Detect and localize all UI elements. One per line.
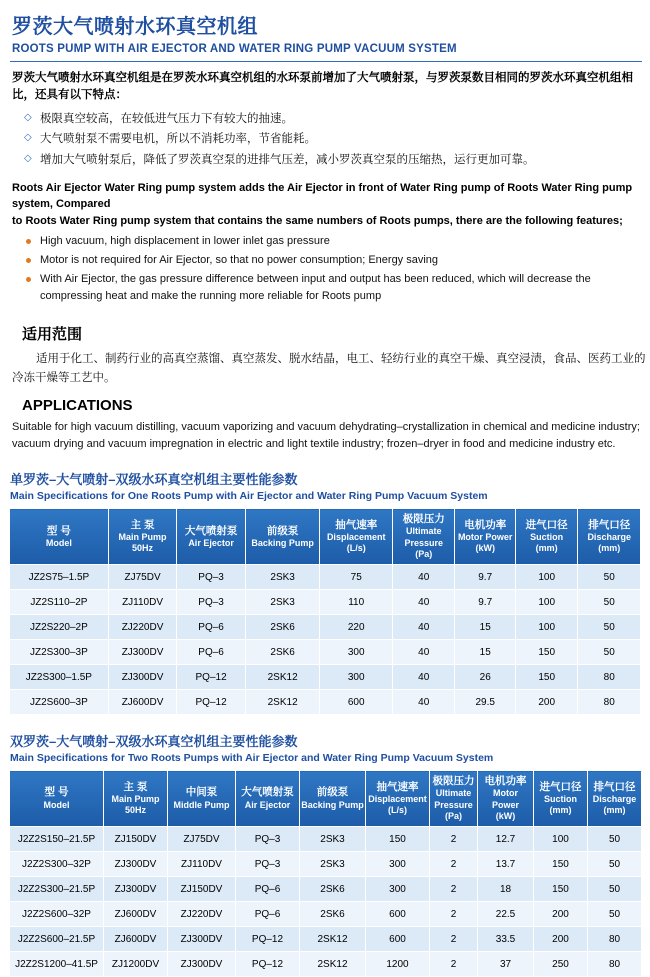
list-item: High vacuum, high displacement in lower inlet gas pressure bbox=[40, 233, 650, 252]
cell: 80 bbox=[578, 690, 641, 715]
cell: 33.5 bbox=[478, 927, 534, 952]
cell: J2Z2S600–32P bbox=[10, 902, 104, 927]
column-header-en: Ultimate Pressure bbox=[434, 788, 473, 810]
cell: J2Z2S300–21.5P bbox=[10, 877, 104, 902]
cell: 110 bbox=[320, 590, 393, 615]
cell: JZ2S75–1.5P bbox=[10, 565, 109, 590]
column-header-zh: 型 号 bbox=[46, 524, 71, 537]
cell: 80 bbox=[578, 665, 641, 690]
column-header-en: Discharge bbox=[592, 793, 637, 804]
cell: 150 bbox=[534, 877, 588, 902]
cell: 50 bbox=[578, 590, 641, 615]
column-header-unit: (mm) bbox=[535, 543, 558, 554]
cell: J2Z2S600–21.5P bbox=[10, 927, 104, 952]
cell: 40 bbox=[392, 665, 454, 690]
cell: 15 bbox=[455, 615, 515, 640]
table-row bbox=[10, 927, 642, 952]
column-header-zh: 极限压力 bbox=[402, 513, 445, 526]
column-header bbox=[300, 771, 366, 827]
cell: 26 bbox=[455, 665, 515, 690]
cell: 2SK6 bbox=[245, 615, 320, 640]
cell: 50 bbox=[588, 852, 642, 877]
cell: 40 bbox=[392, 615, 454, 640]
cell: ZJ220DV bbox=[168, 902, 236, 927]
cell: 12.7 bbox=[478, 827, 534, 852]
intro-section bbox=[0, 62, 650, 170]
cell: 100 bbox=[515, 565, 577, 590]
cell: 50 bbox=[578, 565, 641, 590]
cell: 2 bbox=[430, 902, 478, 927]
table-header-row bbox=[10, 771, 642, 827]
column-header-zh: 抽气速率 bbox=[335, 518, 378, 531]
column-header-zh: 型 号 bbox=[44, 786, 69, 799]
applications-body-zh: 适用于化工、制药行业的高真空蒸馏、真空蒸发、脱水结晶，电工、轻纺行业的真空干燥、真空浸渍，食品、医药工业的冷冻干燥等工艺中。 bbox=[12, 353, 646, 384]
column-header bbox=[534, 771, 588, 827]
cell: 1200 bbox=[366, 952, 430, 977]
cell: 9.7 bbox=[455, 565, 515, 590]
column-header-unit: (mm) bbox=[549, 805, 572, 816]
table-row bbox=[10, 877, 642, 902]
table-row bbox=[10, 902, 642, 927]
column-header bbox=[366, 771, 430, 827]
table-row bbox=[10, 565, 641, 590]
cell: PQ–12 bbox=[236, 927, 300, 952]
intro-lead-en-line2: to Roots Water Ring pump system that contains the same numbers of Roots pumps, there are the following features; bbox=[12, 214, 623, 227]
column-header-unit: (Pa) bbox=[444, 810, 462, 821]
column-header bbox=[104, 771, 168, 827]
cell: 2SK3 bbox=[245, 565, 320, 590]
column-header-unit: 50Hz bbox=[132, 543, 154, 554]
cell: 2SK12 bbox=[300, 952, 366, 977]
cell: 40 bbox=[392, 690, 454, 715]
cell: ZJ110DV bbox=[168, 852, 236, 877]
column-header-unit: (L/s) bbox=[346, 543, 366, 554]
cell: 200 bbox=[534, 927, 588, 952]
column-header-zh: 进气口径 bbox=[525, 518, 568, 531]
cell: 50 bbox=[588, 902, 642, 927]
list-item: ◇ 大气喷射泵不需要电机，所以不消耗功率，节省能耗。 bbox=[40, 129, 640, 149]
cell: 75 bbox=[320, 565, 393, 590]
intro-lead-en-line1: Roots Air Ejector Water Ring pump system adds the Air Ejector in front of Water Ring pump of Roots Water Ring pump system, Compared bbox=[12, 181, 633, 211]
cell: 100 bbox=[515, 615, 577, 640]
cell: 200 bbox=[515, 690, 577, 715]
column-header bbox=[430, 771, 478, 827]
cell: 2 bbox=[430, 952, 478, 977]
column-header-unit: (mm) bbox=[598, 543, 621, 554]
cell: 2SK12 bbox=[245, 665, 320, 690]
column-header bbox=[392, 509, 454, 565]
column-header-en: Middle Pump bbox=[173, 799, 230, 810]
column-header bbox=[588, 771, 642, 827]
cell: 50 bbox=[588, 827, 642, 852]
column-header-zh: 大气喷射泵 bbox=[241, 786, 294, 799]
column-header bbox=[578, 509, 641, 565]
column-header-unit: (kW) bbox=[475, 543, 495, 554]
column-header-unit: (Pa) bbox=[415, 548, 433, 559]
cell: ZJ75DV bbox=[168, 827, 236, 852]
list-item: ◇ 增加大气喷射泵后，降低了罗茨真空泵的进排气压差，减小罗茨真空泵的压缩热，运行更加可靠。 bbox=[40, 150, 640, 170]
cell: 18 bbox=[478, 877, 534, 902]
cell: 50 bbox=[588, 877, 642, 902]
cell: 150 bbox=[534, 852, 588, 877]
column-header-zh: 主 泵 bbox=[123, 780, 148, 793]
cell: 200 bbox=[534, 902, 588, 927]
column-header bbox=[177, 509, 246, 565]
column-header bbox=[455, 509, 515, 565]
column-header-zh: 电机功率 bbox=[464, 518, 507, 531]
column-header-zh: 抽气速率 bbox=[376, 780, 419, 793]
cell: PQ–6 bbox=[236, 902, 300, 927]
column-header-unit: (mm) bbox=[603, 805, 626, 816]
table-row bbox=[10, 665, 641, 690]
column-header bbox=[320, 509, 393, 565]
cell: PQ–12 bbox=[177, 665, 246, 690]
column-header-zh: 排气口径 bbox=[593, 780, 636, 793]
cell: PQ–12 bbox=[177, 690, 246, 715]
cell: PQ–3 bbox=[236, 827, 300, 852]
cell: PQ–3 bbox=[236, 852, 300, 877]
cell: ZJ600DV bbox=[108, 690, 177, 715]
page-title-zh: 罗茨大气喷射水环真空机组 bbox=[12, 16, 258, 38]
cell: 2 bbox=[430, 927, 478, 952]
cell: 300 bbox=[366, 852, 430, 877]
cell: 80 bbox=[588, 927, 642, 952]
column-header-zh: 主 泵 bbox=[130, 518, 155, 531]
column-header-en: Suction bbox=[544, 793, 577, 804]
cell: 300 bbox=[366, 877, 430, 902]
cell: 2SK6 bbox=[300, 877, 366, 902]
cell: J2Z2S1200–41.5P bbox=[10, 952, 104, 977]
column-header-en: Motor Power bbox=[457, 532, 513, 543]
cell: 29.5 bbox=[455, 690, 515, 715]
cell: 50 bbox=[578, 640, 641, 665]
column-header bbox=[245, 509, 320, 565]
cell: 22.5 bbox=[478, 902, 534, 927]
cell: ZJ300DV bbox=[104, 877, 168, 902]
list-item: ◇ 极限真空较高，在较低进气压力下有较大的抽速。 bbox=[40, 109, 640, 129]
column-header bbox=[10, 771, 104, 827]
cell: ZJ300DV bbox=[168, 927, 236, 952]
cell: 37 bbox=[478, 952, 534, 977]
cell: ZJ600DV bbox=[104, 927, 168, 952]
column-header-zh: 排气口径 bbox=[588, 518, 631, 531]
cell: ZJ1200DV bbox=[104, 952, 168, 977]
list-item: Motor is not required for Air Ejector, so that no power consumption; Energy saving bbox=[40, 252, 650, 271]
column-header-zh: 大气喷射泵 bbox=[184, 524, 238, 537]
intro-bullets-zh bbox=[12, 109, 640, 169]
column-header-en: Motor Power bbox=[491, 788, 519, 810]
cell: 600 bbox=[320, 690, 393, 715]
column-header-en: Air Ejector bbox=[188, 537, 234, 548]
cell: JZ2S220–2P bbox=[10, 615, 109, 640]
cell: ZJ300DV bbox=[104, 852, 168, 877]
cell: 15 bbox=[455, 640, 515, 665]
cell: J2Z2S150–21.5P bbox=[10, 827, 104, 852]
column-header-zh: 极限压力 bbox=[432, 775, 475, 788]
cell: 2 bbox=[430, 852, 478, 877]
applications-heading-zh: 适用范围 bbox=[22, 326, 83, 344]
cell: ZJ300DV bbox=[108, 640, 177, 665]
column-header-zh: 前级泵 bbox=[316, 786, 349, 799]
cell: PQ–6 bbox=[236, 877, 300, 902]
spec-table-two-roots bbox=[9, 770, 642, 977]
column-header bbox=[168, 771, 236, 827]
cell: PQ–3 bbox=[177, 590, 246, 615]
column-header-en: Backing Pump bbox=[301, 799, 364, 810]
column-header-zh: 进气口径 bbox=[539, 780, 582, 793]
cell: 600 bbox=[366, 927, 430, 952]
column-header-zh: 中间泵 bbox=[185, 786, 218, 799]
table-row bbox=[10, 690, 641, 715]
column-header bbox=[10, 509, 109, 565]
column-header-en: Main Pump bbox=[118, 532, 167, 543]
table-row bbox=[10, 590, 641, 615]
cell: 150 bbox=[515, 665, 577, 690]
cell: 2 bbox=[430, 827, 478, 852]
cell: 2SK12 bbox=[245, 690, 320, 715]
table-row bbox=[10, 852, 642, 877]
column-header-en: Discharge bbox=[587, 532, 631, 543]
cell: 40 bbox=[392, 565, 454, 590]
cell: 300 bbox=[320, 640, 393, 665]
table2-title-en: Main Specifications for Two Roots Pumps with Air Ejector and Water Ring Pump Vacuum System bbox=[10, 752, 494, 765]
cell: 2SK6 bbox=[245, 640, 320, 665]
column-header-en: Ultimate Pressure bbox=[404, 526, 443, 548]
intro-lead-zh: 罗茨大气喷射水环真空机组是在罗茨水环真空机组的水环泵前增加了大气喷射泵，与罗茨泵数目相同的罗茨水环真空机组相比，还具有以下特点： bbox=[12, 72, 633, 101]
cell: 2SK3 bbox=[245, 590, 320, 615]
cell: JZ2S300–3P bbox=[10, 640, 109, 665]
column-header-en: Model bbox=[45, 537, 72, 548]
table-row bbox=[10, 615, 641, 640]
cell: 100 bbox=[515, 590, 577, 615]
cell: PQ–6 bbox=[177, 615, 246, 640]
applications-body-en: Suitable for high vacuum distilling, vacuum vaporizing and vacuum dehydrating–crystallization in chemical and medicine industry; vacuum drying and vacuum impregnation in electric and light textile industry; frozen–dryer in food and medicine industry etc. bbox=[12, 421, 640, 451]
cell: 13.7 bbox=[478, 852, 534, 877]
cell: ZJ110DV bbox=[108, 590, 177, 615]
cell: PQ–3 bbox=[177, 565, 246, 590]
cell: ZJ150DV bbox=[168, 877, 236, 902]
cell: 80 bbox=[588, 952, 642, 977]
intro-lead-en bbox=[0, 170, 650, 230]
column-header bbox=[108, 509, 177, 565]
cell: 2SK12 bbox=[300, 927, 366, 952]
cell: 2SK3 bbox=[300, 852, 366, 877]
cell: 50 bbox=[578, 615, 641, 640]
cell: 100 bbox=[534, 827, 588, 852]
cell: 40 bbox=[392, 640, 454, 665]
intro-bullets-en bbox=[0, 233, 650, 307]
cell: JZ2S110–2P bbox=[10, 590, 109, 615]
table-row bbox=[10, 640, 641, 665]
list-item: With Air Ejector, the gas pressure difference between input and output has been reduced, which will decrease the compressing heat and make the running more reliable for Roots pump bbox=[40, 271, 650, 307]
column-header-en: Displacement bbox=[326, 532, 386, 543]
column-header-en: Suction bbox=[530, 532, 564, 543]
column-header-unit: 50Hz bbox=[124, 805, 146, 816]
column-header bbox=[236, 771, 300, 827]
cell: ZJ600DV bbox=[104, 902, 168, 927]
table2-title-zh: 双罗茨–大气喷射–双级水环真空机组主要性能参数 bbox=[10, 734, 298, 750]
cell: JZ2S600–3P bbox=[10, 690, 109, 715]
cell: 600 bbox=[366, 902, 430, 927]
cell: 2 bbox=[430, 877, 478, 902]
cell: 220 bbox=[320, 615, 393, 640]
cell: 250 bbox=[534, 952, 588, 977]
spec-table-one-roots bbox=[9, 508, 641, 715]
cell: 2SK6 bbox=[300, 902, 366, 927]
cell: 9.7 bbox=[455, 590, 515, 615]
table1-title-zh: 单罗茨–大气喷射–双级水环真空机组主要性能参数 bbox=[10, 472, 298, 488]
table1-title-en: Main Specifications for One Roots Pump with Air Ejector and Water Ring Pump Vacuum System bbox=[10, 490, 488, 503]
table-header-row bbox=[10, 509, 641, 565]
column-header-en: Air Ejector bbox=[244, 799, 291, 810]
cell: J2Z2S300–32P bbox=[10, 852, 104, 877]
column-header-unit: (kW) bbox=[495, 810, 516, 821]
table-row bbox=[10, 827, 642, 852]
column-header bbox=[515, 509, 577, 565]
cell: ZJ220DV bbox=[108, 615, 177, 640]
applications-heading-en: APPLICATIONS bbox=[22, 397, 133, 415]
column-header-en: Backing Pump bbox=[251, 537, 314, 548]
cell: ZJ300DV bbox=[168, 952, 236, 977]
column-header-zh: 电机功率 bbox=[484, 775, 527, 788]
column-header-en: Model bbox=[43, 799, 70, 810]
page-title-en: ROOTS PUMP WITH AIR EJECTOR AND WATER RING PUMP VACUUM SYSTEM bbox=[12, 43, 457, 55]
column-header-unit: (L/s) bbox=[388, 805, 407, 816]
cell: ZJ75DV bbox=[108, 565, 177, 590]
table-row bbox=[10, 952, 642, 977]
cell: 40 bbox=[392, 590, 454, 615]
cell: ZJ300DV bbox=[108, 665, 177, 690]
cell: 300 bbox=[320, 665, 393, 690]
cell: ZJ150DV bbox=[104, 827, 168, 852]
column-header-en: Main Pump bbox=[111, 793, 160, 804]
cell: 150 bbox=[366, 827, 430, 852]
column-header-zh: 前级泵 bbox=[266, 524, 299, 537]
cell: PQ–12 bbox=[236, 952, 300, 977]
cell: JZ2S300–1.5P bbox=[10, 665, 109, 690]
cell: 150 bbox=[515, 640, 577, 665]
column-header bbox=[478, 771, 534, 827]
cell: 2SK3 bbox=[300, 827, 366, 852]
cell: PQ–6 bbox=[177, 640, 246, 665]
column-header-en: Displacement bbox=[368, 793, 427, 804]
